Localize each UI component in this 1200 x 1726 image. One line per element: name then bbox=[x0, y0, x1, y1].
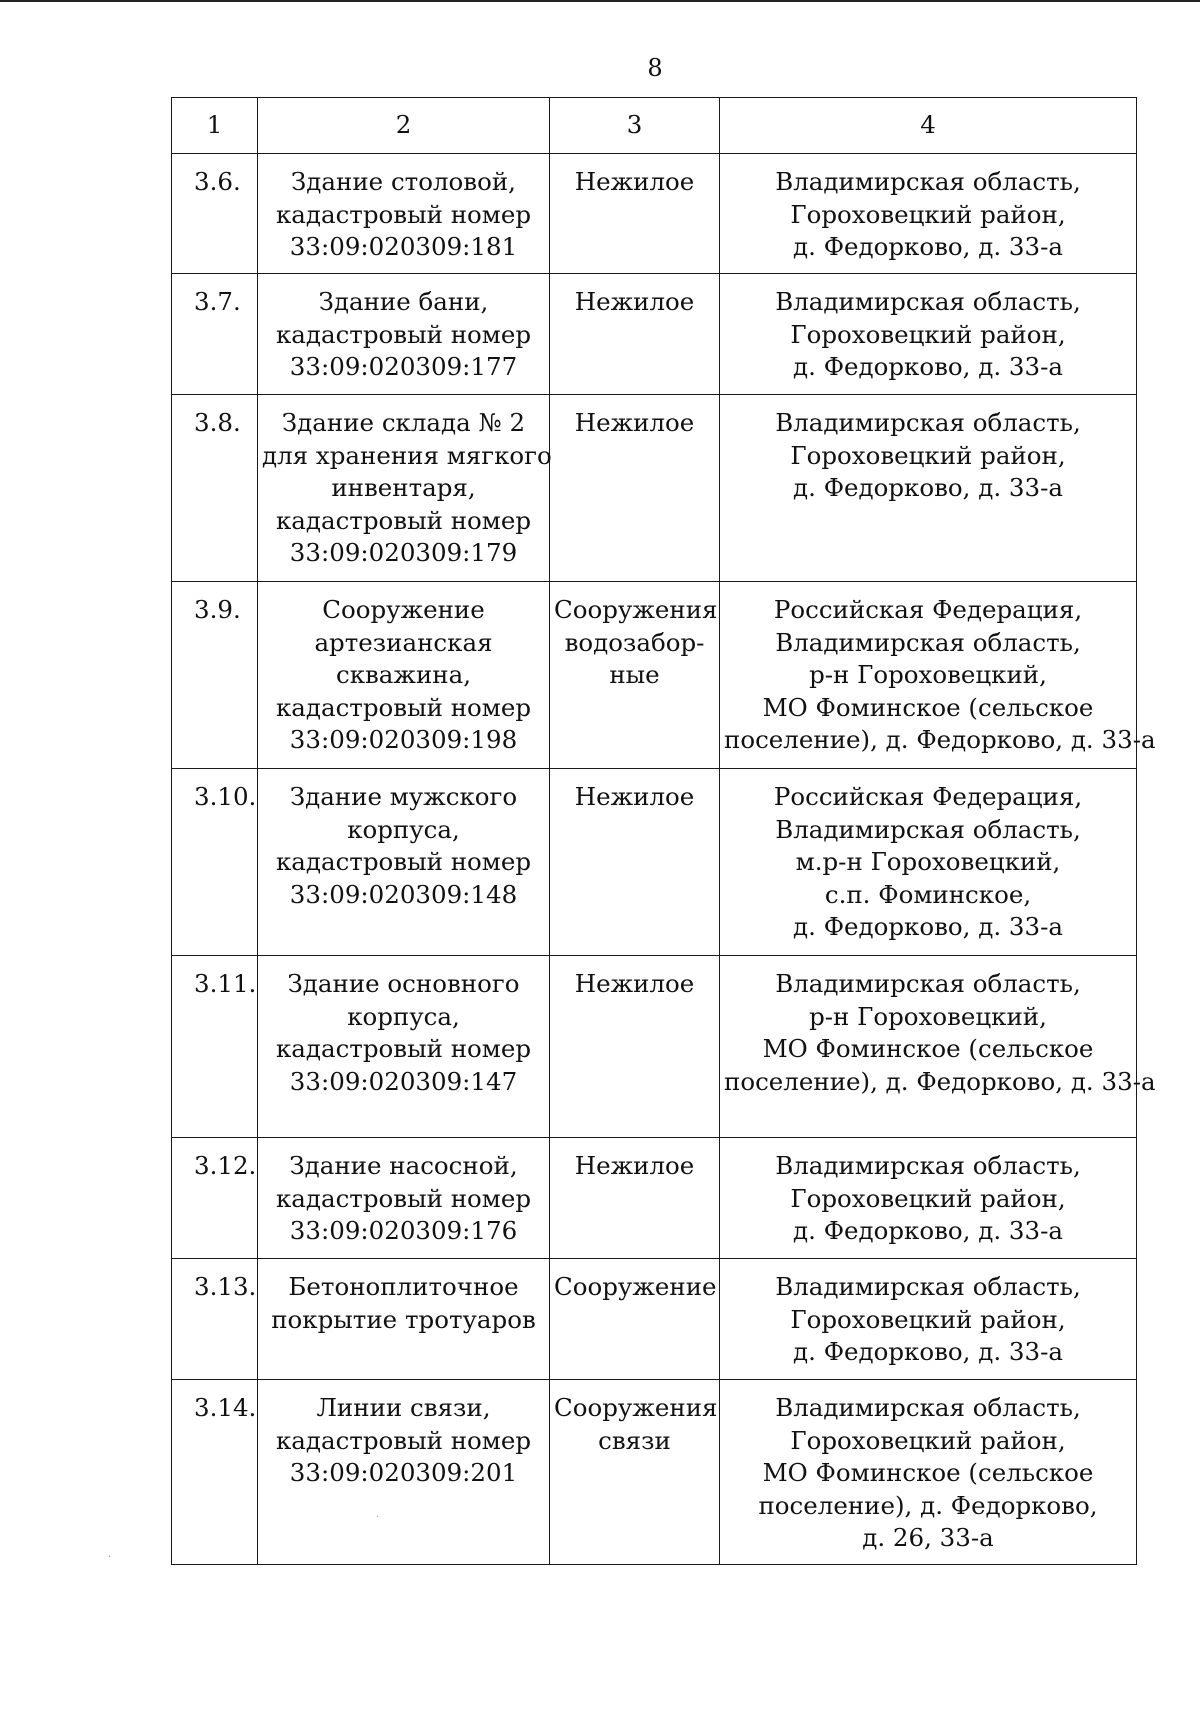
row-number: 3.13. bbox=[172, 1259, 258, 1380]
object-name-line: 33:09:020309:201 bbox=[289, 1458, 518, 1487]
object-type-line: Нежилое bbox=[574, 408, 695, 437]
object-address-line: Гороховецкий район, bbox=[790, 1304, 1066, 1334]
object-type-line: Нежилое bbox=[574, 969, 695, 998]
object-address-line: Российская Федерация, bbox=[773, 595, 1083, 624]
object-address-line: д. Федорково, д. 33-а bbox=[793, 912, 1063, 941]
object-name-line: корпуса, bbox=[347, 814, 460, 844]
object-address-line: р-н Гороховецкий, bbox=[809, 1001, 1047, 1031]
object-name-line: для хранения мягкого bbox=[262, 440, 552, 470]
object-name-line: кадастровый номер bbox=[275, 505, 532, 535]
object-type-line: ные bbox=[609, 660, 660, 689]
object-name-line: 33:09:020309:177 bbox=[289, 352, 518, 381]
object-name-line: Здание мужского bbox=[289, 782, 518, 811]
object-address-line: д. Федорково, д. 33-а bbox=[793, 1216, 1063, 1245]
object-type bbox=[550, 274, 720, 395]
object-address bbox=[720, 1259, 1137, 1380]
object-name-line: Здание склада № 2 bbox=[281, 408, 526, 437]
object-address-line: Гороховецкий район, bbox=[790, 199, 1066, 229]
object-name-line: 33:09:020309:176 bbox=[289, 1216, 518, 1245]
object-type bbox=[550, 956, 720, 1138]
object-name bbox=[258, 582, 550, 769]
object-type bbox=[550, 1380, 720, 1565]
object-type-line: Нежилое bbox=[574, 782, 695, 811]
table-row bbox=[172, 1259, 1137, 1380]
column-header-4: 4 bbox=[720, 98, 1137, 154]
object-name bbox=[258, 1259, 550, 1380]
object-address bbox=[720, 769, 1137, 956]
object-address-line: поселение), д. Федорково, д. 33-а bbox=[724, 725, 1156, 754]
object-name-line: 33:09:020309:148 bbox=[289, 879, 518, 909]
object-type-line: Сооружение bbox=[554, 1272, 717, 1301]
object-name-line: кадастровый номер bbox=[275, 847, 532, 876]
row-number: 3.11. bbox=[172, 956, 258, 1138]
object-address-line: д. 26, 33-а bbox=[862, 1523, 994, 1552]
object-address bbox=[720, 154, 1137, 274]
object-address-line: д. Федорково, д. 33-а bbox=[793, 232, 1063, 261]
object-name-line: кадастровый номер bbox=[275, 319, 532, 349]
object-name bbox=[258, 154, 550, 274]
object-address bbox=[720, 395, 1137, 582]
object-address-line: р-н Гороховецкий, bbox=[809, 660, 1047, 689]
object-type bbox=[550, 769, 720, 956]
object-name-line: корпуса, bbox=[347, 1001, 460, 1031]
table-row bbox=[172, 154, 1137, 274]
object-address bbox=[720, 1380, 1137, 1565]
object-name-line: кадастровый номер bbox=[275, 199, 532, 229]
object-name bbox=[258, 956, 550, 1138]
column-header-2: 2 bbox=[258, 98, 550, 154]
column-header-3: 3 bbox=[550, 98, 720, 154]
object-name-line: кадастровый номер bbox=[275, 1425, 532, 1455]
object-type-line: водозабор- bbox=[564, 627, 705, 657]
object-name-line: Линии связи, bbox=[316, 1393, 491, 1422]
object-type-line: Нежилое bbox=[574, 167, 695, 196]
object-type bbox=[550, 1138, 720, 1259]
object-address-line: Владимирская область, bbox=[775, 1151, 1081, 1180]
top-border-line bbox=[0, 0, 1200, 2]
object-type-line: Нежилое bbox=[574, 1151, 695, 1180]
column-header-1: 1 bbox=[172, 98, 258, 154]
table-row bbox=[172, 582, 1137, 769]
object-address-line: Российская Федерация, bbox=[773, 782, 1083, 811]
object-type bbox=[550, 582, 720, 769]
object-name bbox=[258, 274, 550, 395]
object-name-line: Здание насосной, bbox=[289, 1151, 518, 1180]
table-row bbox=[172, 1380, 1137, 1565]
row-number: 3.6. bbox=[172, 154, 258, 274]
header-row bbox=[172, 98, 1137, 154]
table-row bbox=[172, 1138, 1137, 1259]
object-address-line: Владимирская область, bbox=[775, 814, 1081, 844]
object-address-line: поселение), д. Федорково, д. 33-а bbox=[724, 1066, 1156, 1096]
object-address-line: Владимирская область, bbox=[775, 408, 1081, 437]
object-name-line: Здание столовой, bbox=[291, 167, 516, 196]
object-address-line: д. Федорково, д. 33-а bbox=[793, 352, 1063, 381]
object-address-line: МО Фоминское (сельское bbox=[762, 1034, 1094, 1063]
object-type bbox=[550, 154, 720, 274]
row-number: 3.14. bbox=[172, 1380, 258, 1565]
object-name-line: артезианская bbox=[314, 627, 493, 657]
object-name-line: скважина, bbox=[335, 660, 472, 689]
object-address bbox=[720, 582, 1156, 769]
object-name-line: 33:09:020309:179 bbox=[289, 538, 518, 567]
row-number: 3.7. bbox=[172, 274, 258, 395]
object-type bbox=[550, 1259, 720, 1380]
object-address-line: с.п. Фоминское, bbox=[824, 879, 1032, 909]
object-name-line: кадастровый номер bbox=[275, 1034, 532, 1063]
object-name-line: покрытие тротуаров bbox=[271, 1304, 536, 1334]
object-address-line: Гороховецкий район, bbox=[790, 1183, 1066, 1213]
object-address-line: Владимирская область, bbox=[775, 287, 1081, 316]
object-name-line: инвентаря, bbox=[331, 473, 476, 502]
object-name-line: 33:09:020309:181 bbox=[289, 232, 518, 261]
property-table bbox=[171, 97, 1156, 1565]
object-address bbox=[720, 274, 1137, 395]
object-address-line: поселение), д. Федорково, bbox=[758, 1490, 1098, 1520]
object-type-line: Сооружения bbox=[554, 1393, 718, 1422]
page-number: 8 bbox=[647, 54, 663, 82]
object-address-line: Владимирская область, bbox=[775, 1393, 1081, 1422]
object-address-line: МО Фоминское (сельское bbox=[762, 1458, 1094, 1487]
table-body bbox=[172, 154, 1156, 1565]
object-type bbox=[550, 395, 720, 582]
object-name-line: кадастровый номер bbox=[275, 692, 532, 722]
object-name-line: 33:09:020309:147 bbox=[289, 1066, 518, 1096]
row-number: 3.12. bbox=[172, 1138, 258, 1259]
object-address-line: д. Федорково, д. 33-а bbox=[793, 1337, 1063, 1366]
table-row bbox=[172, 956, 1137, 1138]
scan-artifact: · bbox=[108, 1552, 112, 1563]
object-name-line: Бетоноплиточное bbox=[288, 1272, 519, 1301]
table-row bbox=[172, 395, 1137, 582]
object-address-line: МО Фоминское (сельское bbox=[762, 692, 1094, 722]
object-address-line: Гороховецкий район, bbox=[790, 1425, 1066, 1455]
object-name-line: Сооружение bbox=[322, 595, 485, 624]
object-name bbox=[258, 769, 550, 956]
object-address-line: д. Федорково, д. 33-а bbox=[793, 473, 1063, 502]
object-address-line: Гороховецкий район, bbox=[790, 319, 1066, 349]
object-name-line: кадастровый номер bbox=[275, 1183, 532, 1213]
object-address-line: Владимирская область, bbox=[775, 1272, 1081, 1301]
table-row bbox=[172, 769, 1137, 956]
object-address bbox=[720, 956, 1156, 1138]
object-address-line: Владимирская область, bbox=[775, 969, 1081, 998]
object-address-line: Владимирская область, bbox=[775, 167, 1081, 196]
object-name-line: 33:09:020309:198 bbox=[289, 725, 518, 754]
object-address-line: Гороховецкий район, bbox=[790, 440, 1066, 470]
object-address-line: м.р-н Гороховецкий, bbox=[795, 847, 1061, 876]
row-number: 3.10. bbox=[172, 769, 258, 956]
object-type-line: Нежилое bbox=[574, 287, 695, 316]
row-number: 3.8. bbox=[172, 395, 258, 582]
table-row bbox=[172, 274, 1137, 395]
object-type-line: связи bbox=[598, 1425, 671, 1455]
object-name bbox=[258, 1380, 550, 1565]
object-address-line: Владимирская область, bbox=[775, 627, 1081, 657]
object-type-line: Сооружения bbox=[554, 595, 718, 624]
object-name bbox=[258, 395, 550, 582]
object-address bbox=[720, 1138, 1137, 1259]
object-name-line: Здание основного bbox=[287, 969, 520, 998]
scan-artifact: · bbox=[376, 1512, 380, 1523]
row-number: 3.9. bbox=[172, 582, 258, 769]
object-name-line: Здание бани, bbox=[318, 287, 489, 316]
object-name bbox=[258, 1138, 550, 1259]
